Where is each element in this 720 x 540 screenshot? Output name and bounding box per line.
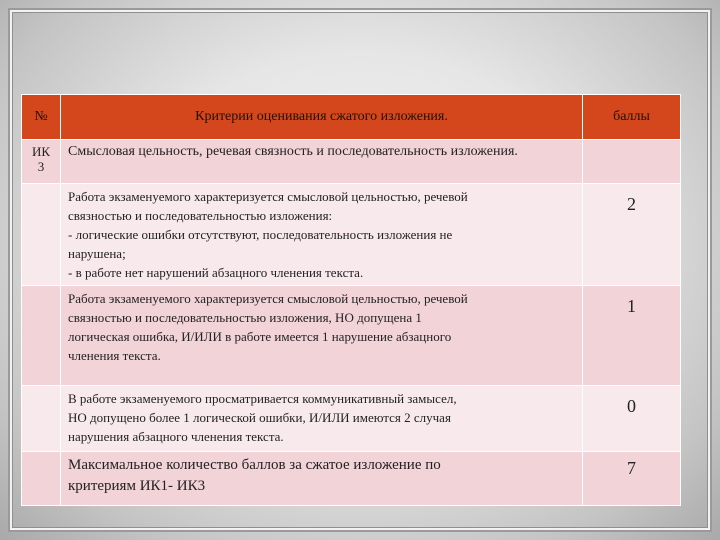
- empty-cell: [22, 452, 61, 506]
- criterion-code-line1: ИК: [31, 144, 51, 159]
- description-line: В работе экзаменуемого просматривается коммуникативный замысел,: [68, 391, 457, 406]
- description-line: нарушена;: [68, 246, 126, 261]
- description-line: членения текста.: [68, 348, 161, 363]
- group-row: [22, 140, 681, 184]
- criteria-table: [21, 94, 681, 506]
- max-label-line1: Максимальное количество баллов за сжатое изложение по: [68, 457, 441, 473]
- description-line: связностью и последовательностью изложения, НО допущена 1: [68, 310, 422, 325]
- table-header-row: [22, 95, 681, 140]
- row-score: 0: [583, 386, 681, 452]
- max-label-line2: критериям ИК1- ИК3: [68, 478, 206, 494]
- description-line: - в работе нет нарушений абзацного членения текста.: [68, 265, 364, 280]
- header-criteria: Критерии оценивания сжатого изложения.: [61, 95, 583, 140]
- row-score: 1: [583, 286, 681, 386]
- row-score: 2: [583, 184, 681, 286]
- table-row: [22, 286, 681, 386]
- max-score-label: [61, 452, 583, 506]
- empty-cell: [22, 184, 61, 286]
- empty-cell: [22, 286, 61, 386]
- description-line: - логические ошибки отсутствуют, последовательность изложения не: [68, 227, 453, 242]
- max-score-value: 7: [583, 452, 681, 506]
- criterion-title: Смысловая цельность, речевая связность и последовательность изложения.: [61, 140, 583, 184]
- description-line: Работа экзаменуемого характеризуется смысловой цельностью, речевой: [68, 189, 468, 204]
- header-number: №: [22, 95, 61, 140]
- description-line: НО допущено более 1 логической ошибки, И/ИЛИ имеются 2 случая: [68, 410, 451, 425]
- criterion-code: [22, 140, 61, 184]
- row-description: [61, 184, 583, 286]
- table-row: [22, 386, 681, 452]
- header-points: баллы: [583, 95, 681, 140]
- row-description: [61, 286, 583, 386]
- table-row: [22, 184, 681, 286]
- criterion-title-points-cell: [583, 140, 681, 184]
- row-description: [61, 386, 583, 452]
- empty-cell: [22, 386, 61, 452]
- description-line: нарушения абзацного членения текста.: [68, 429, 284, 444]
- criterion-code-line2: 3: [37, 159, 45, 174]
- description-line: связностью и последовательностью изложения:: [68, 208, 333, 223]
- description-line: логическая ошибка, И/ИЛИ в работе имеется 1 нарушение абзацного: [68, 329, 452, 344]
- description-line: Работа экзаменуемого характеризуется смысловой цельностью, речевой: [68, 291, 468, 306]
- max-row: [22, 452, 681, 506]
